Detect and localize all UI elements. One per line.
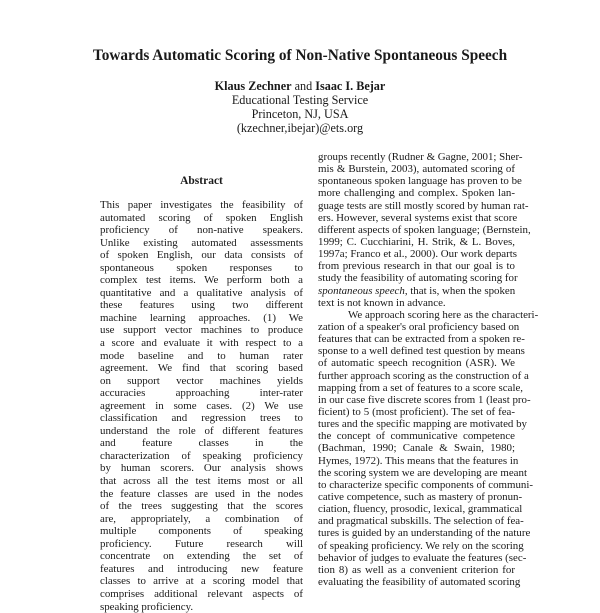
- paragraph: [318, 151, 515, 309]
- text-line: from previous research in that our goal is to: [318, 260, 515, 272]
- text-line: ficient) to 5 (most proficient). The set of fea-: [318, 406, 515, 418]
- text-line: 1997a; Franco et al., 2000). Our work departs: [318, 248, 515, 260]
- affiliation: Educational Testing Service: [0, 93, 600, 107]
- text-line: tures is guided by an understanding of the nature: [318, 527, 515, 539]
- text-line: mode baseline and to human rater: [100, 350, 303, 363]
- text-line: use support vector machines to produce: [100, 324, 303, 337]
- text-line: classification and regression trees to: [100, 412, 303, 425]
- author-1: Klaus Zechner: [215, 79, 292, 93]
- emphasized-text: spontaneous speech: [318, 285, 405, 297]
- text-line: are, appropriately, a combination of: [100, 513, 303, 526]
- text-line: of speaking proficiency. We rely on the scoring: [318, 540, 515, 552]
- text-line: by human scorers. Our analysis shows: [100, 462, 303, 475]
- introduction-column: [318, 151, 515, 588]
- text-line: proficiency. Future research will: [100, 538, 303, 551]
- text-line: mis & Burstein, 2003), automated scoring of: [318, 163, 515, 175]
- text-line: text is not known in advance.: [318, 297, 515, 309]
- text-line: agreement in some cases. (2) We use: [100, 400, 303, 413]
- text-line: speaking proficiency.: [100, 601, 303, 613]
- text-line: (Bachman, 1990; Canale & Swain, 1980;: [318, 442, 515, 454]
- text-line: zation of a speaker's oral proficiency based on: [318, 321, 515, 333]
- text-line: groups recently (Rudner & Gagne, 2001; Sher-: [318, 151, 515, 163]
- text-line: that across all the test items most or all: [100, 475, 303, 488]
- text-line: in our case five discrete scores from 1 (least pro-: [318, 394, 515, 406]
- text-segment: , that is, when the spoken: [405, 285, 515, 297]
- text-line: more challenging and complex. Spoken lan-: [318, 187, 515, 199]
- text-line: a score and evaluate it with respect to a: [100, 337, 303, 350]
- text-line: classes to arrive at a scoring model that: [100, 575, 303, 588]
- text-line: agreement. We find that scoring based: [100, 362, 303, 375]
- text-line: these features using two different: [100, 299, 303, 312]
- text-line: study the feasibility of automating scoring for: [318, 272, 515, 284]
- text-line: We approach scoring here as the characteri-: [318, 309, 515, 321]
- text-line: behavior of judges to evaluate the features (sec-: [318, 552, 515, 564]
- text-line: sponse to a well defined test question by means: [318, 345, 515, 357]
- text-line: mapping from a set of features to a score scale,: [318, 382, 515, 394]
- text-line: to characterize specific components of communi-: [318, 479, 515, 491]
- text-line: ciation, fluency, prosodic, lexical, grammatical: [318, 503, 515, 515]
- text-line: characterization of speaking proficiency: [100, 450, 303, 463]
- text-line: and pragmatical subskills. The selection of fea-: [318, 515, 515, 527]
- abstract-column: [100, 199, 303, 613]
- text-line: features and introducing new feature: [100, 563, 303, 576]
- text-line: Unlike existing automated assessments: [100, 237, 303, 250]
- email: (kzechner,ibejar)@ets.org: [0, 121, 600, 135]
- author-2: Isaac I. Bejar: [315, 79, 385, 93]
- text-line: features that can be extracted from a spoken re-: [318, 333, 515, 345]
- text-line: Hymes, 1972). This means that the features in: [318, 455, 515, 467]
- abstract-heading: Abstract: [100, 175, 303, 187]
- text-line: concentrate on extending the set of: [100, 550, 303, 563]
- text-line: ers. However, several systems exist that score: [318, 212, 515, 224]
- location: Princeton, NJ, USA: [0, 107, 600, 121]
- paper-title: Towards Automatic Scoring of Non-Native Spontaneous Speech: [0, 47, 600, 65]
- text-line: multiple components of speaking: [100, 525, 303, 538]
- text-line: 1999; C. Cucchiarini, H. Strik, & L. Boves,: [318, 236, 515, 248]
- text-line: understand the role of different features: [100, 425, 303, 438]
- text-line: further approach scoring as the construction of a: [318, 370, 515, 382]
- author-block: [0, 79, 600, 135]
- text-line: spontaneous spoken responses to: [100, 262, 303, 275]
- text-line: automated scoring of spoken English: [100, 212, 303, 225]
- text-line: tion 8) as well as a convenient criterion for: [318, 564, 515, 576]
- text-line: the concept of communicative competence: [318, 430, 515, 442]
- text-line: different aspects of spoken language; (Bernstein,: [318, 224, 515, 236]
- text-line: spontaneous spoken language has proven to be: [318, 175, 515, 187]
- text-line: of automatic speech recognition (ASR). We: [318, 357, 515, 369]
- text-line: complex test items. We perform both a: [100, 274, 303, 287]
- text-line: machine learning approaches. (1) We: [100, 312, 303, 325]
- text-line: and feature classes in the: [100, 437, 303, 450]
- author-names: [0, 79, 600, 93]
- text-line: tures and the specific mapping are motivated by: [318, 418, 515, 430]
- text-line: accuracies approaching inter-rater: [100, 387, 303, 400]
- paragraph: [100, 199, 303, 613]
- text-line: proficiency of non-native speakers.: [100, 224, 303, 237]
- text-line: on support vector machines yields: [100, 375, 303, 388]
- paragraph: [318, 309, 515, 588]
- text-line: This paper investigates the feasibility of: [100, 199, 303, 212]
- text-line: comprises additional relevant aspects of: [100, 588, 303, 601]
- text-line: of the trees suggesting that the scores: [100, 500, 303, 513]
- text-line: the scoring system we are developing are meant: [318, 467, 515, 479]
- text-line: quantitative and a qualitative analysis of: [100, 287, 303, 300]
- text-line: the feature classes are used in the nodes: [100, 488, 303, 501]
- author-conjunction: and: [295, 79, 313, 93]
- text-line: cative competence, such as mastery of pronun-: [318, 491, 515, 503]
- text-line: of spoken English, our data consists of: [100, 249, 303, 262]
- text-line: evaluating the feasibility of automated scoring: [318, 576, 515, 588]
- text-line: guage tests are still mostly scored by human rat-: [318, 200, 515, 212]
- text-line: [318, 285, 515, 297]
